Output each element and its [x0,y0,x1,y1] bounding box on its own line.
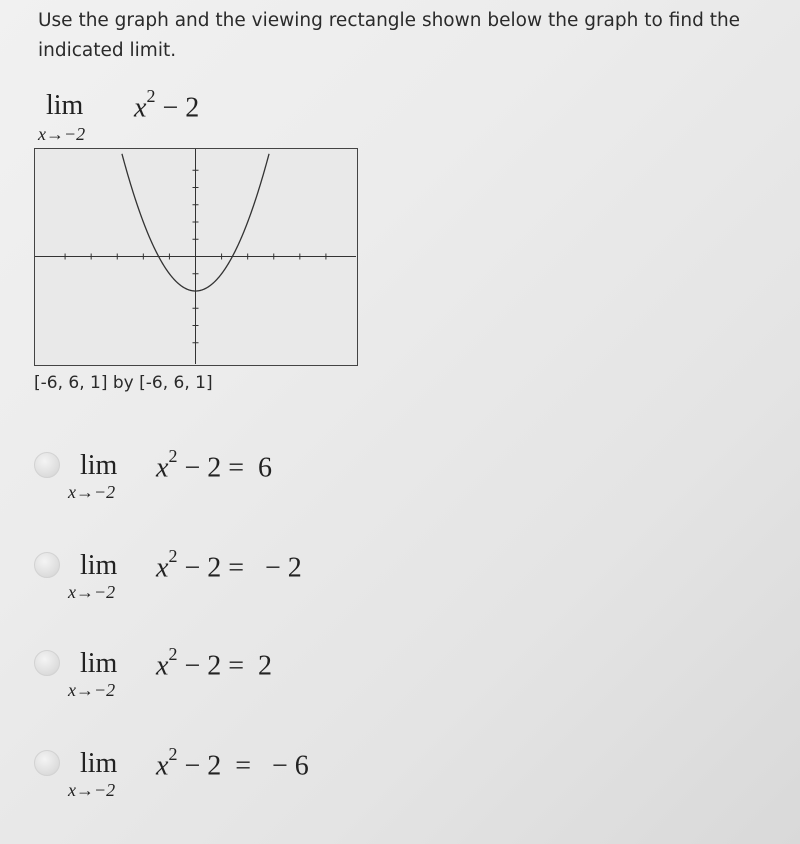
lim-rest: − 2 = 2 [177,650,273,682]
lim-exponent: 2 [168,744,178,764]
lim-word: lim [80,450,118,481]
radio-button-1[interactable] [34,452,60,478]
lim-word: lim [80,748,118,779]
lim-exponent: 2 [168,644,178,664]
graph-viewing-window [34,148,358,366]
lim-variable: x [156,552,169,584]
lim-word: lim [80,550,118,581]
radio-button-3[interactable] [34,650,60,676]
option-1-math [68,446,448,510]
lim-expression [156,644,273,682]
lim-subscript: x→−2 [68,482,116,502]
lim-variable: x [134,92,147,124]
lim-rest: − 2 = − 2 [177,552,302,584]
lim-subscript: x→−2 [68,780,116,800]
lim-exponent: 2 [168,446,178,466]
option-4-math [68,744,448,808]
lim-expression [156,744,309,782]
lim-expression [156,446,273,484]
lim-variable: x [156,650,169,682]
lim-rest: − 2 = − 6 [177,750,309,782]
lim-variable: x [156,452,169,484]
question-prompt: Use the graph and the viewing rectangle shown below the graph to find the indicated limit. [38,10,741,61]
lim-expression [156,546,302,584]
lim-word: lim [46,90,84,121]
lim-subscript: x→−2 [68,582,116,602]
lim-exponent: 2 [168,546,178,566]
lim-subscript: x→−2 [38,124,86,144]
lim-word: lim [80,648,118,679]
answer-option-1[interactable] [34,446,434,520]
parabola-graph [35,149,356,364]
answer-option-3[interactable] [34,644,434,718]
lim-variable: x [156,750,169,782]
answer-option-4[interactable] [34,744,434,818]
lim-subscript: x→−2 [68,680,116,700]
answer-option-2[interactable] [34,546,434,620]
option-2-math [68,546,448,610]
lim-exponent: 2 [146,86,156,106]
option-3-math [68,644,448,708]
lim-rest: − 2 = 6 [177,452,273,484]
radio-button-2[interactable] [34,552,60,578]
question-limit [38,86,446,150]
radio-button-4[interactable] [34,750,60,776]
viewing-rectangle-label: [-6, 6, 1] by [-6, 6, 1] [34,373,213,393]
lim-expression [134,86,200,124]
lim-rest: − 2 [155,92,200,124]
